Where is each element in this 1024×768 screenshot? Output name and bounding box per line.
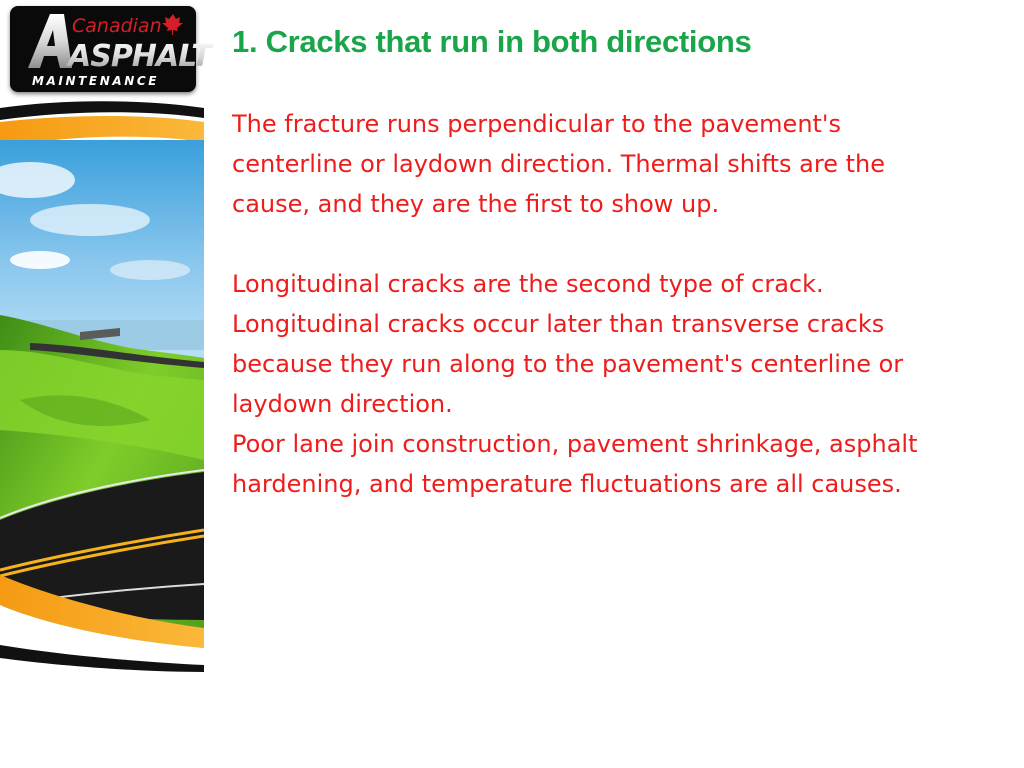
logo-graphic bbox=[10, 6, 211, 92]
road-landscape-image bbox=[0, 100, 204, 675]
logo-brand-main: ASPHALT bbox=[68, 39, 211, 74]
slide-title: 1. Cracks that run in both directions bbox=[232, 24, 752, 59]
logo-brand-sub: MAINTENANCE bbox=[32, 74, 160, 88]
paragraph2-line: Longitudinal cracks occur later than transverse cracks bbox=[232, 310, 885, 338]
slide-body bbox=[232, 104, 1002, 504]
paragraph1-line: centerline or laydown direction. Thermal shifts are the bbox=[232, 150, 885, 178]
paragraph2-line: Longitudinal cracks are the second type of crack. bbox=[232, 270, 824, 298]
paragraph2-line: laydown direction. bbox=[232, 390, 453, 418]
maple-leaf-icon bbox=[162, 14, 183, 35]
logo-brand-top: Canadian bbox=[72, 15, 162, 37]
paragraph2-line: Poor lane join construction, pavement shrinkage, asphalt bbox=[232, 430, 918, 458]
paragraph1-line: The fracture runs perpendicular to the pavement's bbox=[232, 110, 842, 138]
paragraph-spacer bbox=[232, 224, 1002, 264]
company-logo bbox=[10, 6, 211, 92]
paragraph2-line: hardening, and temperature fluctuations are all causes. bbox=[232, 470, 902, 498]
paragraph1-line: cause, and they are the first to show up. bbox=[232, 190, 720, 218]
paragraph2-line: because they run along to the pavement's centerline or bbox=[232, 350, 904, 378]
